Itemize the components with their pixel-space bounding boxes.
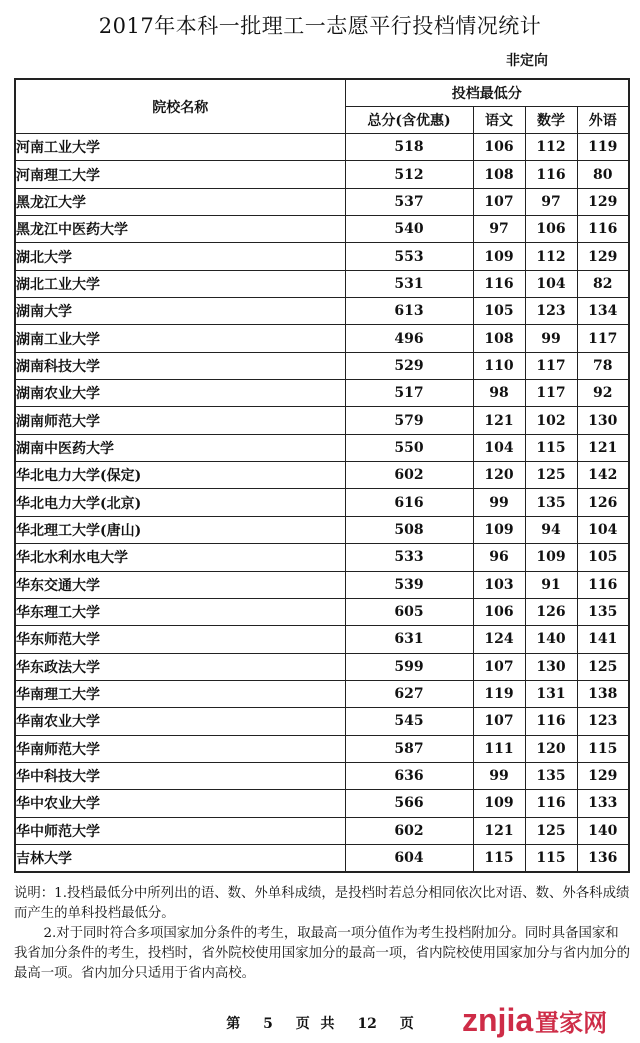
school-name: 黑龙江大学 — [15, 188, 345, 215]
english-score: 125 — [577, 653, 629, 680]
table-row — [15, 762, 629, 789]
math-score: 102 — [525, 407, 577, 434]
school-name: 吉林大学 — [15, 844, 345, 872]
table-row — [15, 571, 629, 598]
header-math: 数学 — [525, 107, 577, 134]
header-school: 院校名称 — [15, 79, 345, 134]
math-score: 106 — [525, 216, 577, 243]
english-score: 133 — [577, 790, 629, 817]
chinese-score: 106 — [473, 598, 525, 625]
table-row — [15, 243, 629, 270]
table-row — [15, 407, 629, 434]
school-name: 华南理工大学 — [15, 680, 345, 707]
school-name: 河南工业大学 — [15, 134, 345, 161]
math-score: 116 — [525, 708, 577, 735]
chinese-score: 121 — [473, 407, 525, 434]
total-score: 545 — [345, 708, 473, 735]
table-row — [15, 516, 629, 543]
category-label: 非定向 — [506, 53, 548, 69]
chinese-score: 107 — [473, 653, 525, 680]
english-score: 119 — [577, 134, 629, 161]
chinese-score: 106 — [473, 134, 525, 161]
school-name: 河南理工大学 — [15, 161, 345, 188]
total-score: 602 — [345, 462, 473, 489]
school-name: 华北电力大学(北京) — [15, 489, 345, 516]
english-score: 121 — [577, 434, 629, 461]
chinese-score: 108 — [473, 161, 525, 188]
total-score: 518 — [345, 134, 473, 161]
watermark-logo — [462, 1000, 638, 1040]
math-score: 104 — [525, 270, 577, 297]
math-score: 135 — [525, 762, 577, 789]
total-score: 550 — [345, 434, 473, 461]
math-score: 91 — [525, 571, 577, 598]
school-name: 华北电力大学(保定) — [15, 462, 345, 489]
table-row — [15, 134, 629, 161]
note-2: 2.对于同时符合多项国家加分条件的考生，取最高一项分值作为考生投档附加分。同时具备国家和我省加分条件的考生，投档时，省外院校使用国家加分的最高一项，省内院校使用国家加分与省内加分的最高一项。省内加分只适用于省内高校。 — [14, 926, 630, 981]
chinese-score: 124 — [473, 626, 525, 653]
table-row — [15, 434, 629, 461]
table-row — [15, 817, 629, 844]
document-title: 2017年本科一批理工一志愿平行投档情况统计 — [98, 14, 542, 38]
school-name: 华东师范大学 — [15, 626, 345, 653]
total-score: 508 — [345, 516, 473, 543]
math-score: 115 — [525, 844, 577, 872]
table-body — [15, 134, 629, 873]
chinese-score: 96 — [473, 544, 525, 571]
chinese-score: 115 — [473, 844, 525, 872]
chinese-score: 120 — [473, 462, 525, 489]
math-score: 115 — [525, 434, 577, 461]
chinese-score: 108 — [473, 325, 525, 352]
table-row — [15, 708, 629, 735]
total-score: 496 — [345, 325, 473, 352]
total-score: 587 — [345, 735, 473, 762]
english-score: 129 — [577, 762, 629, 789]
total-score: 616 — [345, 489, 473, 516]
total-score: 566 — [345, 790, 473, 817]
total-score: 529 — [345, 352, 473, 379]
table-row — [15, 489, 629, 516]
math-score: 140 — [525, 626, 577, 653]
english-score: 80 — [577, 161, 629, 188]
table-row — [15, 352, 629, 379]
table-row — [15, 735, 629, 762]
score-table — [14, 78, 630, 873]
school-name: 华北水利水电大学 — [15, 544, 345, 571]
chinese-score: 104 — [473, 434, 525, 461]
chinese-score: 107 — [473, 188, 525, 215]
note-1: 说明：1.投档最低分中所列出的语、数、外单科成绩，是投档时若总分相同依次比对语、数、外各科成绩而产生的单科投档最低分。 — [14, 886, 630, 921]
total-score: 599 — [345, 653, 473, 680]
english-score: 104 — [577, 516, 629, 543]
english-score: 117 — [577, 325, 629, 352]
chinese-score: 110 — [473, 352, 525, 379]
school-name: 华中科技大学 — [15, 762, 345, 789]
english-score: 115 — [577, 735, 629, 762]
school-name: 湖南科技大学 — [15, 352, 345, 379]
math-score: 123 — [525, 298, 577, 325]
school-name: 湖南农业大学 — [15, 380, 345, 407]
table-row — [15, 270, 629, 297]
school-name: 湖南工业大学 — [15, 325, 345, 352]
english-score: 123 — [577, 708, 629, 735]
english-score: 78 — [577, 352, 629, 379]
watermark-latin: znjia — [462, 1001, 534, 1038]
english-score: 135 — [577, 598, 629, 625]
header-chinese: 语文 — [473, 107, 525, 134]
header-min-score-group: 投档最低分 — [345, 79, 629, 107]
total-score: 627 — [345, 680, 473, 707]
chinese-score: 121 — [473, 817, 525, 844]
table-row — [15, 598, 629, 625]
footer-page-number: 5 — [263, 1016, 273, 1032]
table-row — [15, 298, 629, 325]
math-score: 125 — [525, 462, 577, 489]
total-score: 537 — [345, 188, 473, 215]
header-total: 总分(含优惠) — [345, 107, 473, 134]
school-name: 华东政法大学 — [15, 653, 345, 680]
english-score: 140 — [577, 817, 629, 844]
total-score: 517 — [345, 380, 473, 407]
school-name: 华中师范大学 — [15, 817, 345, 844]
school-name: 黑龙江中医药大学 — [15, 216, 345, 243]
english-score: 136 — [577, 844, 629, 872]
chinese-score: 97 — [473, 216, 525, 243]
english-score: 129 — [577, 188, 629, 215]
table-row — [15, 544, 629, 571]
total-score: 613 — [345, 298, 473, 325]
english-score: 116 — [577, 571, 629, 598]
chinese-score: 109 — [473, 243, 525, 270]
school-name: 华东交通大学 — [15, 571, 345, 598]
table-row — [15, 680, 629, 707]
chinese-score: 111 — [473, 735, 525, 762]
footer-prefix: 第 — [226, 1016, 241, 1032]
math-score: 116 — [525, 790, 577, 817]
english-score: 129 — [577, 243, 629, 270]
math-score: 135 — [525, 489, 577, 516]
math-score: 131 — [525, 680, 577, 707]
total-score: 539 — [345, 571, 473, 598]
total-score: 553 — [345, 243, 473, 270]
english-score: 126 — [577, 489, 629, 516]
english-score: 138 — [577, 680, 629, 707]
table-row — [15, 380, 629, 407]
table-row — [15, 325, 629, 352]
english-score: 130 — [577, 407, 629, 434]
school-name: 华北理工大学(唐山) — [15, 516, 345, 543]
header-english: 外语 — [577, 107, 629, 134]
math-score: 126 — [525, 598, 577, 625]
total-score: 605 — [345, 598, 473, 625]
table-row — [15, 216, 629, 243]
math-score: 117 — [525, 352, 577, 379]
total-score: 636 — [345, 762, 473, 789]
math-score: 125 — [525, 817, 577, 844]
table-row — [15, 188, 629, 215]
school-name: 华南农业大学 — [15, 708, 345, 735]
chinese-score: 107 — [473, 708, 525, 735]
math-score: 97 — [525, 188, 577, 215]
footer-mid: 页 共 — [295, 1016, 335, 1032]
chinese-score: 99 — [473, 762, 525, 789]
total-score: 579 — [345, 407, 473, 434]
english-score: 134 — [577, 298, 629, 325]
school-name: 湖南大学 — [15, 298, 345, 325]
chinese-score: 119 — [473, 680, 525, 707]
chinese-score: 105 — [473, 298, 525, 325]
math-score: 109 — [525, 544, 577, 571]
chinese-score: 103 — [473, 571, 525, 598]
chinese-score: 98 — [473, 380, 525, 407]
math-score: 112 — [525, 243, 577, 270]
school-name: 华中农业大学 — [15, 790, 345, 817]
table-row — [15, 626, 629, 653]
table-row — [15, 462, 629, 489]
total-score: 631 — [345, 626, 473, 653]
english-score: 105 — [577, 544, 629, 571]
school-name: 华南师范大学 — [15, 735, 345, 762]
chinese-score: 109 — [473, 516, 525, 543]
school-name: 华东理工大学 — [15, 598, 345, 625]
total-score: 531 — [345, 270, 473, 297]
english-score: 82 — [577, 270, 629, 297]
math-score: 117 — [525, 380, 577, 407]
english-score: 92 — [577, 380, 629, 407]
school-name: 湖北工业大学 — [15, 270, 345, 297]
chinese-score: 116 — [473, 270, 525, 297]
chinese-score: 99 — [473, 489, 525, 516]
total-score: 533 — [345, 544, 473, 571]
chinese-score: 109 — [473, 790, 525, 817]
english-score: 141 — [577, 626, 629, 653]
math-score: 116 — [525, 161, 577, 188]
footer-page-total: 12 — [357, 1016, 377, 1032]
school-name: 湖南中医药大学 — [15, 434, 345, 461]
total-score: 602 — [345, 817, 473, 844]
math-score: 99 — [525, 325, 577, 352]
table-row — [15, 790, 629, 817]
footer-suffix: 页 — [399, 1016, 414, 1032]
english-score: 116 — [577, 216, 629, 243]
school-name: 湖南师范大学 — [15, 407, 345, 434]
math-score: 94 — [525, 516, 577, 543]
table-row — [15, 653, 629, 680]
total-score: 512 — [345, 161, 473, 188]
english-score: 142 — [577, 462, 629, 489]
math-score: 130 — [525, 653, 577, 680]
math-score: 112 — [525, 134, 577, 161]
table-row — [15, 844, 629, 872]
watermark-cn: 置家网 — [535, 1009, 608, 1037]
total-score: 604 — [345, 844, 473, 872]
school-name: 湖北大学 — [15, 243, 345, 270]
notes — [14, 884, 630, 984]
math-score: 120 — [525, 735, 577, 762]
table-row — [15, 161, 629, 188]
total-score: 540 — [345, 216, 473, 243]
